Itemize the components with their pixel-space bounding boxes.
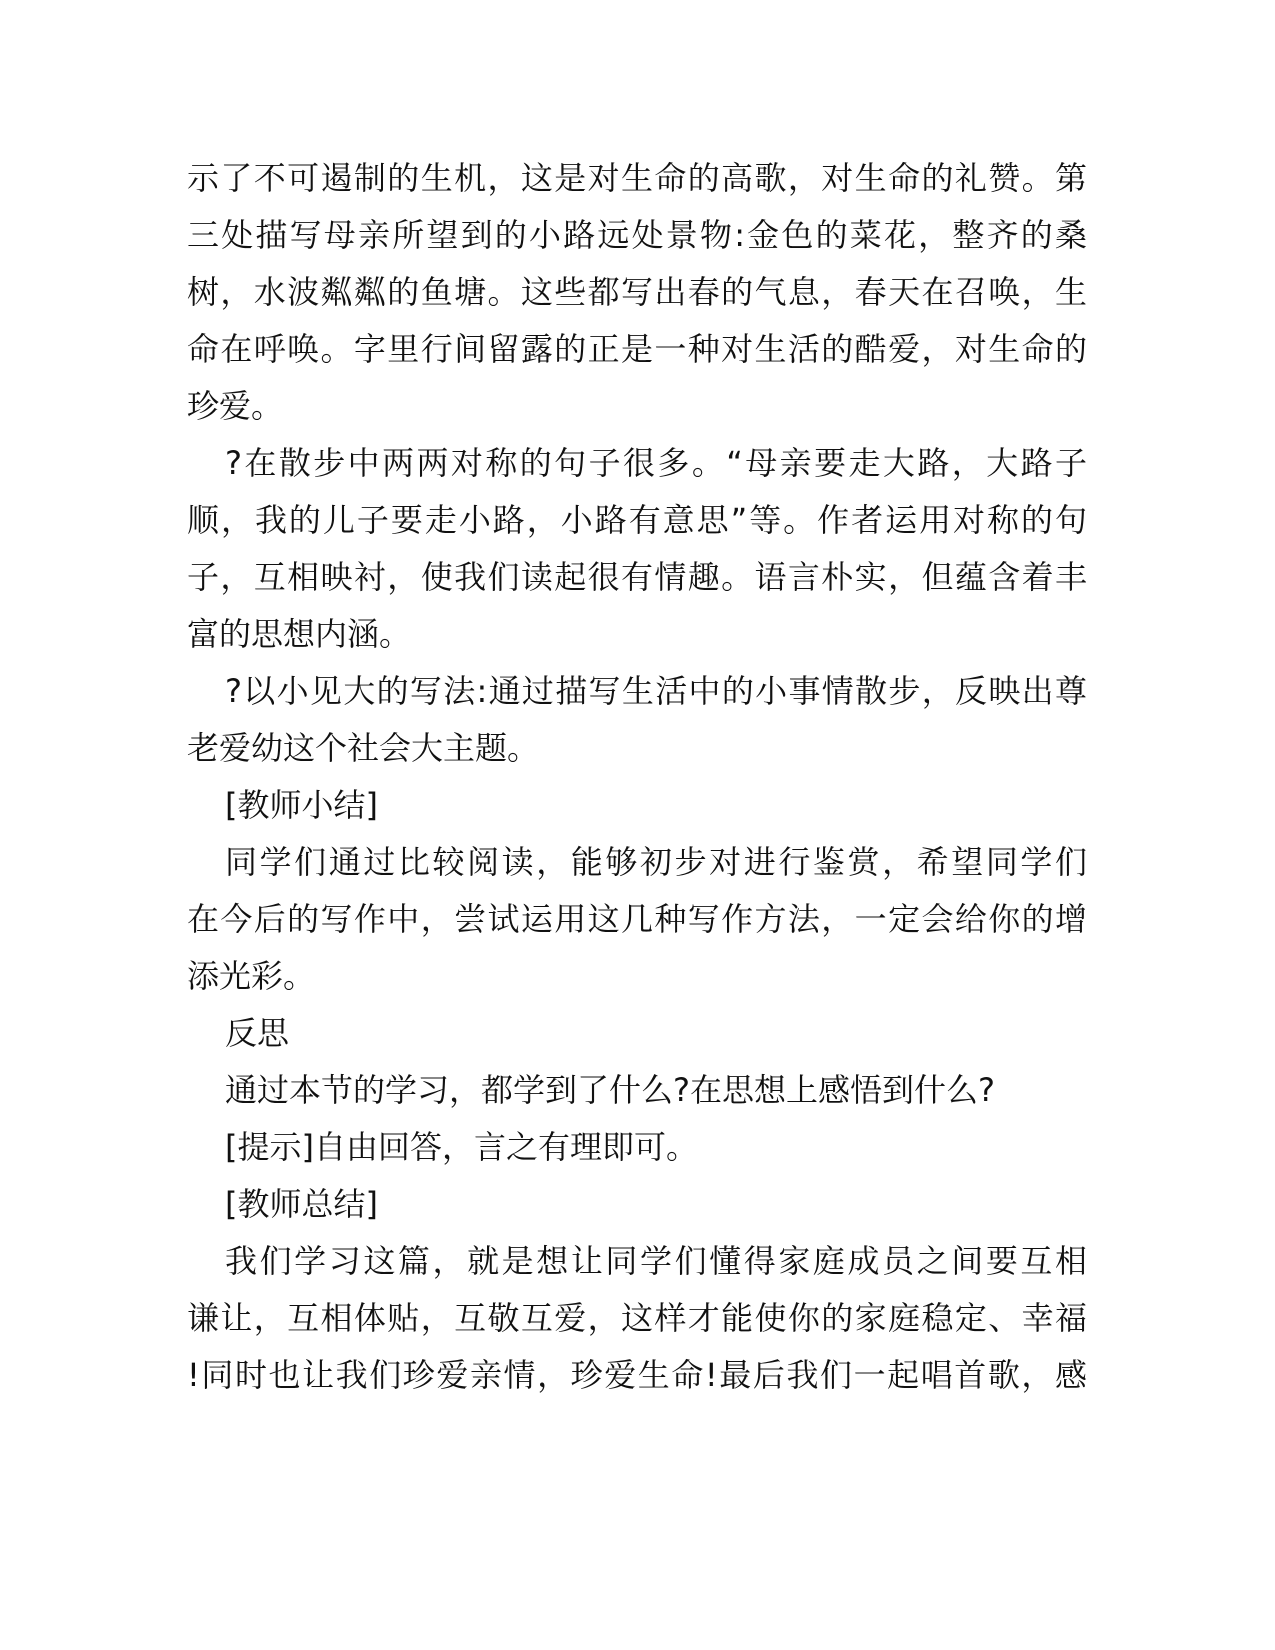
text-line: 同学们通过比较阅读，能够初步对进行鉴赏，希望同学们 xyxy=(225,843,1087,881)
text-line: 示了不可遏制的生机，这是对生命的高歌，对生命的礼赞。第 xyxy=(187,159,1087,197)
text-line: 老爱幼这个社会大主题。 xyxy=(187,729,540,767)
text-line: 反思 xyxy=(225,1014,290,1052)
text-line: [教师小结] xyxy=(225,786,378,824)
text-line: 我们学习这篇，就是想让同学们懂得家庭成员之间要互相 xyxy=(225,1242,1087,1280)
text-line: ?在散步中两两对称的句子很多。“母亲要走大路，大路子 xyxy=(225,444,1087,482)
text-line: [提示]自由回答，言之有理即可。 xyxy=(225,1128,698,1166)
text-line: 富的思想内涵。 xyxy=(187,615,412,653)
document-body xyxy=(187,150,1087,1404)
text-line: !同时也让我们珍爱亲情，珍爱生命!最后我们一起唱首歌，感 xyxy=(187,1356,1087,1394)
text-line: 命在呼唤。字里行间留露的正是一种对生活的酷爱，对生命的 xyxy=(187,330,1087,368)
text-line: [教师总结] xyxy=(225,1185,378,1223)
text-line: 子，互相映衬，使我们读起很有情趣。语言朴实，但蕴含着丰 xyxy=(187,558,1087,596)
text-line: 通过本节的学习，都学到了什么?在思想上感悟到什么? xyxy=(225,1071,995,1109)
text-line: 在今后的写作中，尝试运用这几种写作方法，一定会给你的增 xyxy=(187,900,1087,938)
text-line: 谦让，互相体贴，互敬互爱，这样才能使你的家庭稳定、幸福 xyxy=(187,1299,1087,1337)
text-line: 添光彩。 xyxy=(187,957,316,995)
text-line: 顺，我的儿子要走小路，小路有意思”等。作者运用对称的句 xyxy=(187,501,1087,539)
text-line: 三处描写母亲所望到的小路远处景物:金色的菜花，整齐的桑 xyxy=(187,216,1087,254)
text-line: ?以小见大的写法:通过描写生活中的小事情散步，反映出尊 xyxy=(225,672,1087,710)
text-line: 树，水波粼粼的鱼塘。这些都写出春的气息，春天在召唤，生 xyxy=(187,273,1087,311)
text-line: 珍爱。 xyxy=(187,387,284,425)
